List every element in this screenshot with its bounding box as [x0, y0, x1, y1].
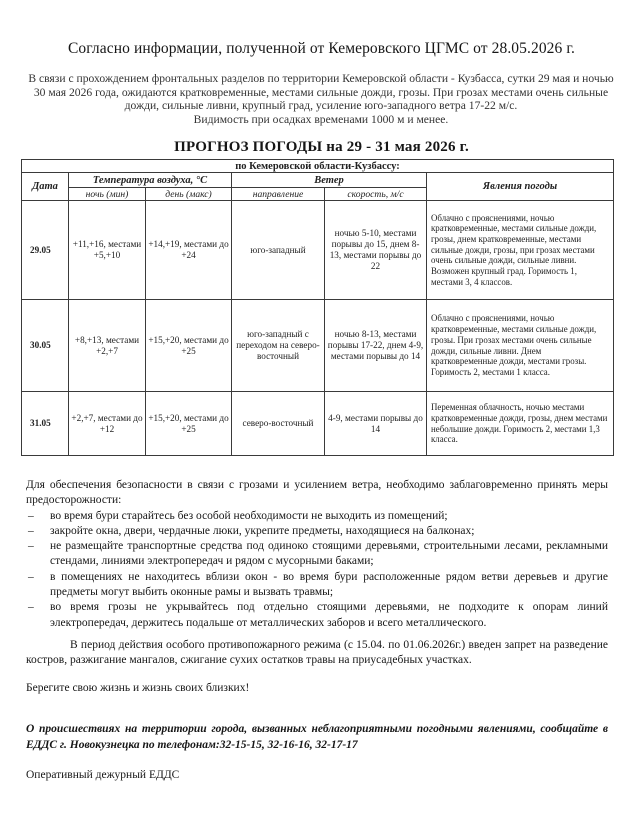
list-item: [26, 570, 608, 601]
night-subheader: ночь (мин): [69, 188, 146, 201]
safety-section: [26, 478, 608, 631]
region-header: по Кемеровской области-Кузбассу:: [22, 160, 614, 173]
table-row: [22, 201, 614, 300]
date-cell: 30.05: [22, 300, 69, 392]
intro-paragraph: [26, 72, 616, 126]
night-temp-cell: +11,+16, местами +5,+10: [69, 201, 146, 300]
wind-column-header: Ветер: [232, 173, 427, 188]
dash-bullet: –: [28, 570, 34, 583]
list-item-text: не размещайте транспортные средства под одиноко стоящими деревьями, строительными лесами, рекламными стендами, линиями электропередач и рядом с мусорными баками;: [50, 540, 608, 568]
forecast-table: [21, 159, 614, 456]
table-row: [22, 300, 614, 392]
night-temp-cell: +2,+7, местами до +12: [69, 392, 146, 456]
dash-bullet: –: [28, 601, 34, 614]
wind-direction-cell: северо-восточный: [232, 392, 325, 456]
list-item-text: в помещениях не находитесь вблизи окон - во время бури расположенные рядом ветви деревьев и другие предметы могут выбить оконные рамы и вызвать травмы;: [50, 570, 608, 599]
day-temp-cell: +14,+19, местами до +24: [146, 201, 232, 300]
wind-direction-cell: юго-западный: [232, 201, 325, 300]
list-item-text: во время грозы не укрывайтесь под отдельно стоящими деревьями, не подходите к опорам линий электропередач, держитесь подальше от металлических заборов и всего металлического.: [50, 601, 608, 629]
document-header: Согласно информации, полученной от Кемеровского ЦГМС от 28.05.2026 г.: [67, 40, 576, 57]
day-temp-cell: +15,+20, местами до +25: [146, 392, 232, 456]
table-row: [22, 392, 614, 456]
wind-speed-cell: ночью 8-13, местами порывы 17-22, днем 4-9, местами порывы до 14: [325, 300, 427, 392]
list-item: [26, 539, 608, 570]
phenomena-column-header: Явления погоды: [427, 173, 614, 201]
direction-subheader: направление: [232, 188, 325, 201]
speed-subheader: скорость, м/с: [325, 188, 427, 201]
visibility-text: Видимость при осадках временами 1000 м и менее.: [193, 112, 449, 126]
safety-intro: Для обеспечения безопасности в связи с грозами и усилением ветра, необходимо заблаговременно принять меры предосторожности:: [26, 479, 608, 507]
signature-line: Оперативный дежурный ЕДДС: [26, 769, 180, 781]
dash-bullet: –: [28, 524, 34, 537]
day-temp-cell: +15,+20, местами до +25: [146, 300, 232, 392]
day-subheader: день (макс): [146, 188, 232, 201]
wind-speed-cell: 4-9, местами порывы до 14: [325, 392, 427, 456]
list-item: [26, 509, 608, 524]
forecast-title: ПРОГНОЗ ПОГОДЫ на 29 - 31 мая 2026 г.: [174, 139, 469, 155]
wind-speed-cell: ночью 5-10, местами порывы до 15, днем 8-13, местами порывы до 22: [325, 201, 427, 300]
date-column-header: Дата: [22, 173, 69, 201]
dash-bullet: –: [28, 540, 34, 553]
phenomena-cell: Облачно с прояснениями, ночью кратковременные, местами сильные дожди, грозы. При грозах местами очень сильные дожди, сильные ливни. Днем кратковременные дожди, местами грозы. Горимость 2, местами 1 класса.: [427, 300, 614, 392]
fire-regime-paragraph: В период действия особого противопожарного режима (с 15.04. по 01.06.2026г.) введен запрет на разведение костров, разжигание мангалов, сжигание сухих остатков травы на приусадебных участках.: [26, 639, 608, 667]
dash-bullet: –: [28, 509, 34, 522]
phenomena-cell: Облачно с прояснениями, ночью кратковременные, местами сильные дожди, грозы, днем кратковременные, местами сильные дожди, грозы, при грозах местами очень сильные дожди, сильные ливни. Возможен крупный град. Горимость 1, местами 3, 4 классов.: [427, 201, 614, 300]
incident-reporting-notice: О происшествиях на территории города, вызванных неблагоприятными погодными явлениями, сообщайте в ЕДДС г. Новокузнецка по телефонам:32-15-15, 32-16-16, 32-17-17: [26, 723, 608, 751]
phenomena-cell: Переменная облачность, ночью местами кратковременные дожди, грозы, днем местами небольшие дожди. Горимость 2, местами 1,3 класса.: [427, 392, 614, 456]
list-item: [26, 600, 608, 631]
date-cell: 31.05: [22, 392, 69, 456]
temperature-column-header: Температура воздуха, °С: [69, 173, 232, 188]
night-temp-cell: +8,+13, местами +2,+7: [69, 300, 146, 392]
list-item-text: во время бури старайтесь без особой необходимости не выходить из помещений;: [50, 509, 448, 522]
date-cell: 29.05: [22, 201, 69, 300]
list-item-text: закройте окна, двери, чердачные люки, укрепите предметы, находящиеся на балконах;: [50, 524, 475, 537]
intro-text: В связи с прохождением фронтальных разделов по территории Кемеровской области - Кузбасса, сутки 29 мая и ночью 30 мая 2026 года, ожидаются кратковременные, местами сильные дожди, грозы. При грозах местами очень сильные дожди, сильные ливни, крупный град, усиление юго-западного ветра 17-22 м/с.: [28, 72, 614, 113]
care-message: Берегите свою жизнь и жизнь своих близких!: [26, 682, 250, 694]
wind-direction-cell: юго-западный с переходом на северо-восточный: [232, 300, 325, 392]
list-item: [26, 524, 608, 539]
precautions-list: [26, 509, 608, 631]
